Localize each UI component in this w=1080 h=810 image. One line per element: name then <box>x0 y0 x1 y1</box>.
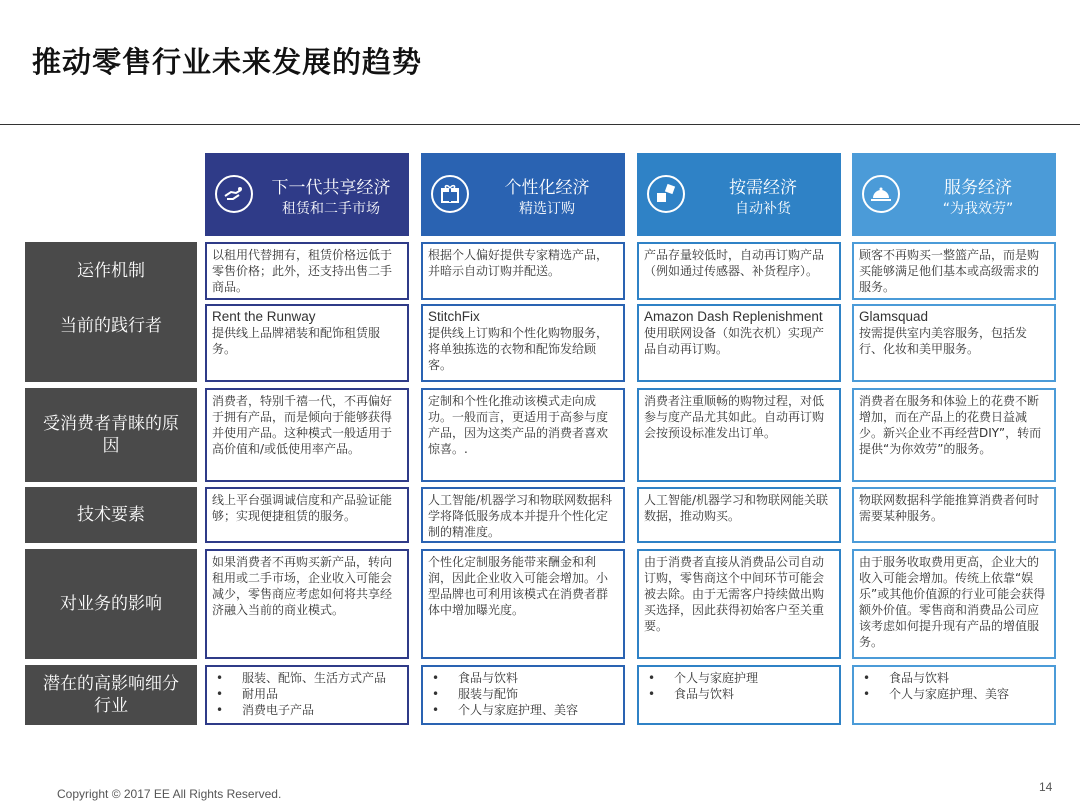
list-item: • 耐用品 <box>212 686 402 702</box>
cell-reasons-on-demand: 消费者注重顺畅的购物过程，对低参与度产品尤其如此。自动再订购会按预设标准发出订单。 <box>637 388 841 482</box>
column-header-sharing <box>205 153 409 236</box>
row-label-segments <box>25 665 197 725</box>
practitioner-name: StitchFix <box>428 309 480 324</box>
cell-reasons-service: 消费者在服务和体验上的花费不断增加，而在产品上的花费日益减少。新兴企业不再经营DIY”，转而提供“为你效劳”的服务。 <box>852 388 1056 482</box>
row-label-reasons <box>25 388 197 482</box>
service-bell-icon <box>862 175 900 213</box>
dash-button-icon <box>647 175 685 213</box>
handshake-icon <box>215 175 253 213</box>
column-title: 服务经济 <box>944 178 1012 198</box>
cell-impact-personalized: 个性化定制服务能带来酬金和利润，因此企业收入可能会增加。小型品牌也可利用该模式在消费者群体中增加曝光度。 <box>421 549 625 659</box>
cell-segments-sharing <box>205 665 409 725</box>
column-subtitle: 自动补货 <box>735 201 791 217</box>
list-item: • 个人与家庭护理 <box>644 670 834 686</box>
cell-impact-sharing: 如果消费者不再购买新产品，转向租用或二手市场，企业收入可能会减少，零售商应考虑如何将共享经济融入当前的商业模式。 <box>205 549 409 659</box>
row-label-reasons-line2: 因 <box>102 436 120 456</box>
cell-practitioner-on-demand <box>637 304 841 382</box>
practitioner-desc: 提供线上品牌裙装和配饰租赁服务。 <box>212 326 381 356</box>
practitioner-name: Glamsquad <box>859 309 929 324</box>
gift-icon <box>431 175 469 213</box>
column-subtitle: 精选订购 <box>519 201 575 217</box>
column-title: 下一代共享经济 <box>271 178 391 198</box>
row-label-reasons-line1: 受消费者青睐的原 <box>43 414 179 434</box>
practitioner-desc: 提供线上订购和个性化购物服务，将单独拣选的衣物和配饰发给顾客。 <box>428 326 609 372</box>
row-label-tech <box>25 487 197 543</box>
list-item: • 个人与家庭护理、美容 <box>859 686 1049 702</box>
cell-impact-service: 由于服务收取费用更高，企业大的收入可能会增加。传统上依靠“娱乐”或其他价值源的行业可能会获得额外价值。零售商和消费品公司应该考虑如何提升现有产品的增值服务。 <box>852 549 1056 659</box>
cell-operation-sharing: 以租用代替拥有，租赁价格远低于零售价格；此外，还支持出售二手商品。 <box>205 242 409 300</box>
segment-list <box>859 670 1049 702</box>
row-label-practitioners: 当前的践行者 <box>60 316 162 336</box>
cell-operation-on-demand: 产品存量较低时，自动再订购产品（例如通过传感器、补货程序）。 <box>637 242 841 300</box>
list-item: • 服装与配饰 <box>428 686 618 702</box>
list-item: • 消费电子产品 <box>212 702 402 718</box>
copyright-footer: Copyright © 2017 EE All Rights Reserved. <box>57 787 282 801</box>
cell-operation-service: 顾客不再购买一整篮产品，而是购买能够满足他们基本或高级需求的服务。 <box>852 242 1056 300</box>
list-item: • 食品与饮料 <box>428 670 618 686</box>
list-item: • 个人与家庭护理、美容 <box>428 702 618 718</box>
column-header-on-demand <box>637 153 841 236</box>
column-subtitle: “为我效劳” <box>942 201 1014 217</box>
cell-impact-on-demand: 由于消费者直接从消费品公司自动订购，零售商这个中间环节可能会被去除。由于无需客户持续做出购买选择，因此获得初始客户至关重要。 <box>637 549 841 659</box>
cell-practitioner-service <box>852 304 1056 382</box>
row-label-impact-text: 对业务的影响 <box>60 594 162 614</box>
row-label-segments-line1: 潜在的高影响细分 <box>43 674 179 694</box>
row-label-tech-text: 技术要素 <box>77 505 145 525</box>
column-title: 个性化经济 <box>504 178 590 198</box>
page-number: 14 <box>1039 780 1053 794</box>
practitioner-name: Amazon Dash Replenishment <box>644 309 823 324</box>
column-title: 按需经济 <box>729 178 797 198</box>
cell-segments-on-demand <box>637 665 841 725</box>
column-subtitle: 租赁和二手市场 <box>282 201 380 217</box>
practitioner-desc: 按需提供室内美容服务，包括发行、化妆和美甲服务。 <box>859 326 1028 356</box>
column-header-service <box>852 153 1056 236</box>
cell-practitioner-sharing <box>205 304 409 382</box>
practitioner-name: Rent the Runway <box>212 309 316 324</box>
title-divider <box>0 124 1080 125</box>
page-title: 推动零售行业未来发展的趋势 <box>32 45 423 79</box>
cell-tech-personalized: 人工智能/机器学习和物联网数据科学将降低服务成本并提升个性化定制的精准度。 <box>421 487 625 543</box>
row-label-operation: 运作机制 <box>77 261 145 281</box>
segment-list <box>428 670 618 718</box>
list-item: • 食品与饮料 <box>859 670 1049 686</box>
segment-list <box>644 670 834 702</box>
cell-reasons-sharing: 消费者，特别千禧一代，不再偏好于拥有产品，而是倾向于能够获得并使用产品。这种模式一般适用于高价值和/或低使用率产品。 <box>205 388 409 482</box>
row-label-operation-practitioners <box>25 242 197 382</box>
cell-segments-service <box>852 665 1056 725</box>
cell-segments-personalized <box>421 665 625 725</box>
cell-tech-service: 物联网数据科学能推算消费者何时需要某种服务。 <box>852 487 1056 543</box>
list-item: • 服装、配饰、生活方式产品 <box>212 670 402 686</box>
row-label-segments-line2: 行业 <box>94 696 128 716</box>
practitioner-desc: 使用联网设备（如洗衣机）实现产品自动再订购。 <box>644 326 825 356</box>
cell-operation-personalized: 根据个人偏好提供专家精选产品，并暗示自动订购并配送。 <box>421 242 625 300</box>
cell-tech-on-demand: 人工智能/机器学习和物联网能关联数据，推动购买。 <box>637 487 841 543</box>
segment-list <box>212 670 402 718</box>
cell-reasons-personalized: 定制和个性化推动该模式走向成功。一般而言，更适用于高参与度产品，因为这类产品的消费者喜欢惊喜。. <box>421 388 625 482</box>
cell-tech-sharing: 线上平台强调诚信度和产品验证能够；实现便捷租赁的服务。 <box>205 487 409 543</box>
row-label-impact <box>25 549 197 659</box>
column-header-personalized <box>421 153 625 236</box>
cell-practitioner-personalized <box>421 304 625 382</box>
list-item: • 食品与饮料 <box>644 686 834 702</box>
